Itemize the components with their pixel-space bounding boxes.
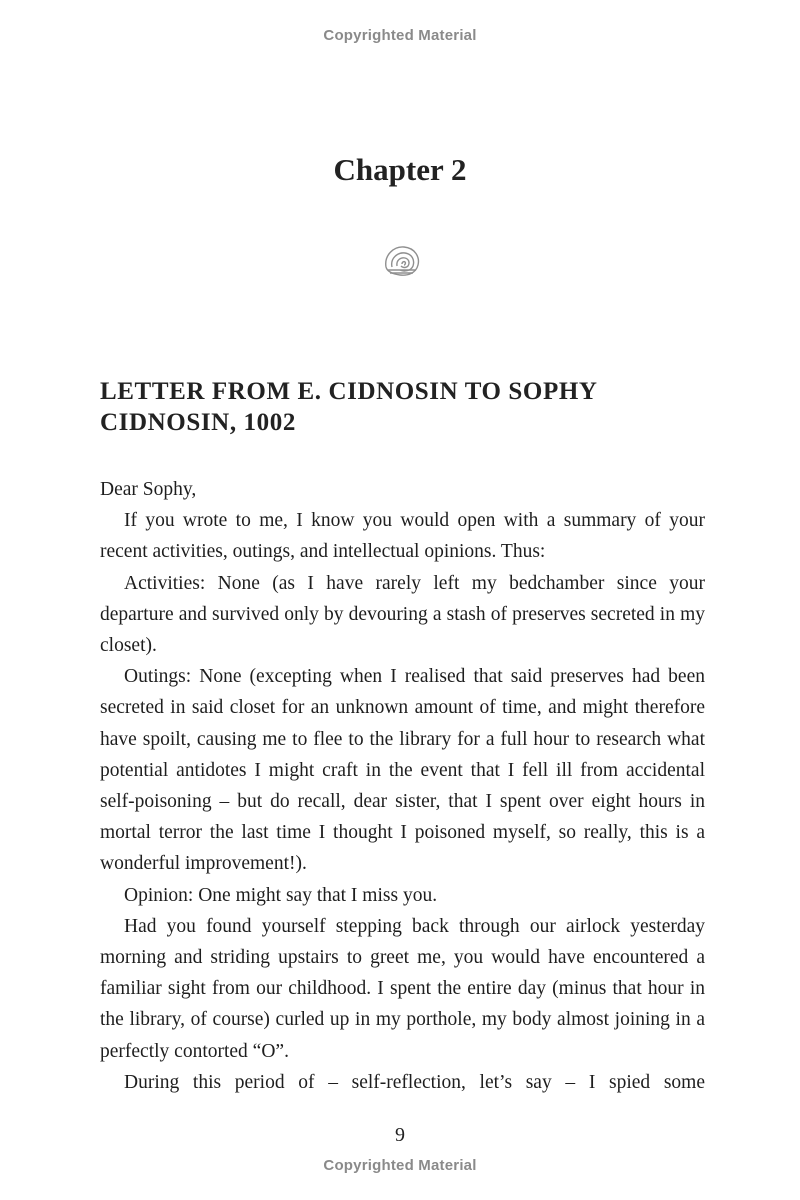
copyright-watermark-bottom: Copyrighted Material: [323, 1157, 477, 1174]
chapter-title: Chapter 2: [333, 152, 467, 187]
letter-paragraph: If you wrote to me, I know you would open with a summary of your recent activities, outings, and intellectual opinions. Thus:: [100, 510, 705, 563]
copyright-watermark-top: Copyrighted Material: [323, 27, 477, 44]
letter-paragraph: Outings: None (excepting when I realised that said preserves had been secreted in said closet for an unknown amount of time, and might therefore have spoilt, causing me to flee to the library for a full hour to research what potential antidotes I might craft in the event that I fell ill from accidental self-poisoning – but do recall, dear sister, that I spent over eight hours in mortal terror the last time I thought I poisoned myself, so really, this is a wonderful improvement!).: [100, 666, 705, 875]
letter-paragraph: Opinion: One might say that I miss you.: [124, 884, 438, 906]
section-heading: LETTER FROM E. CIDNOSIN TO SOPHY CIDNOSIN, 1002: [100, 378, 597, 436]
letter-paragraph: Activities: None (as I have rarely left my bedchamber since your departure and survived only by devouring a stash of preserves secreted in my closet).: [100, 572, 705, 657]
letter-body: [100, 474, 705, 1098]
letter-salutation: Dear Sophy,: [100, 479, 197, 500]
spiral-shell-icon: [382, 243, 422, 279]
letter-paragraph: During this period of – self-reflection, let’s say – I spied some: [124, 1071, 705, 1093]
letter-paragraph: Had you found yourself stepping back through our airlock yesterday morning and striding upstairs to greet me, you would have encountered a familiar sight from our childhood. I spent the entire day (minus that hour in the library, of course) curled up in my porthole, my body almost joining in a perfectly contorted “O”.: [100, 915, 705, 1062]
page-number: 9: [395, 1124, 405, 1146]
